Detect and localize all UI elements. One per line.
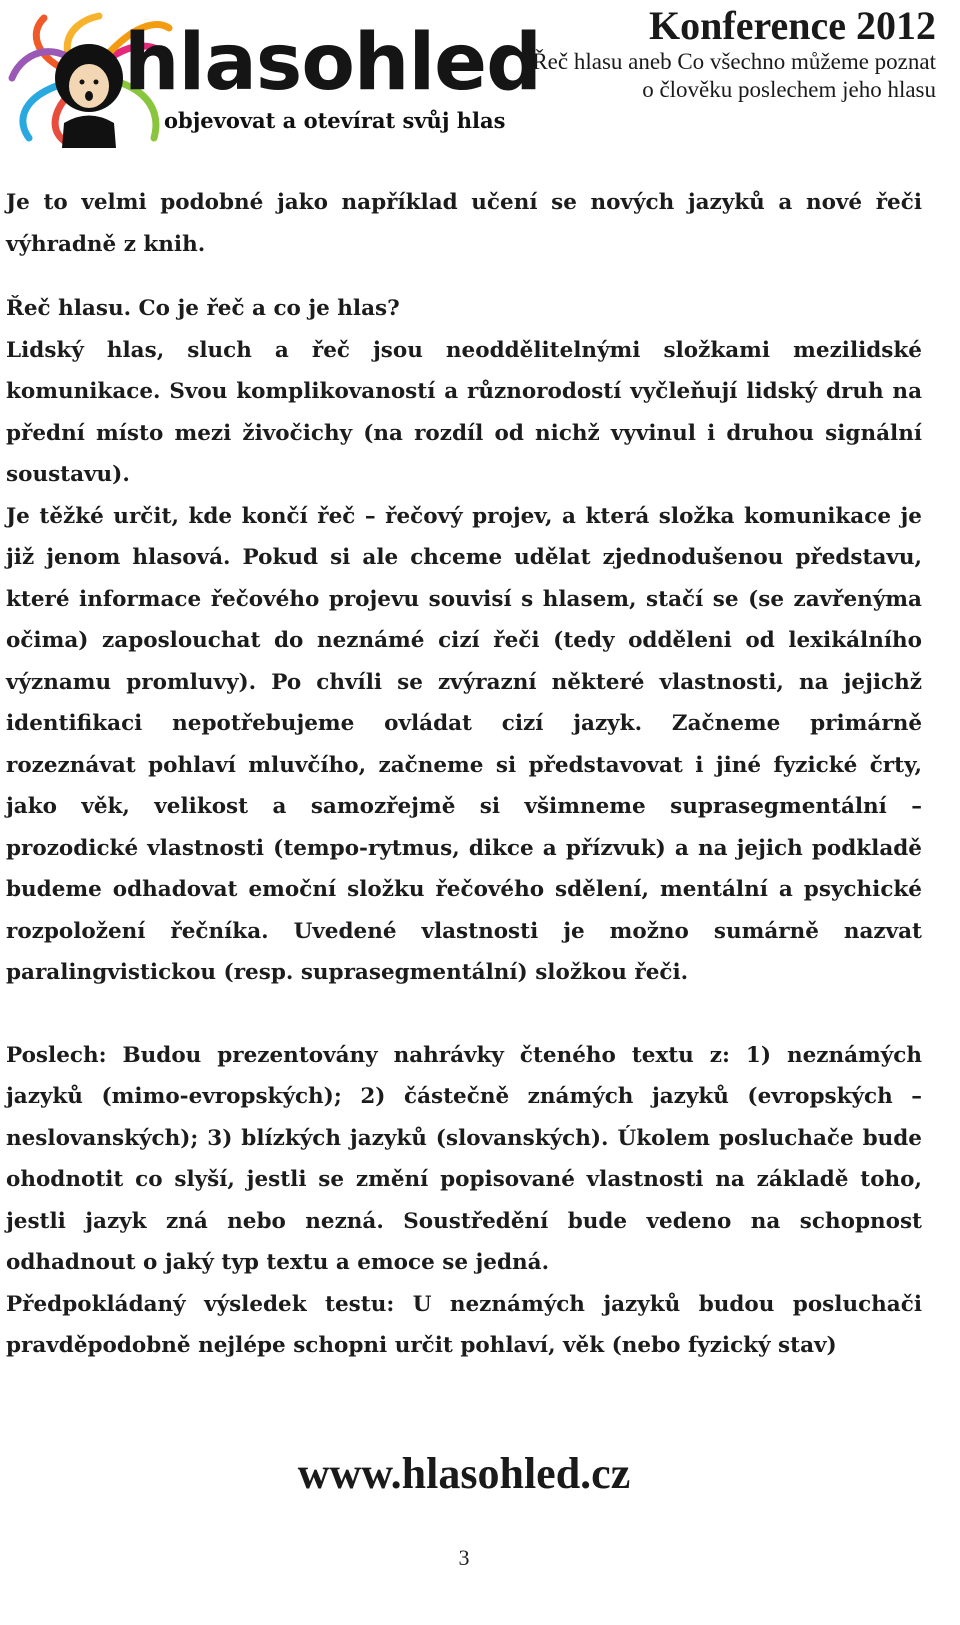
logo-tagline: objevovat a otevírat svůj hlas: [164, 108, 506, 133]
document-body: [6, 182, 922, 1367]
page-header: [0, 0, 960, 160]
paragraph-voice: Lidský hlas, sluch a řeč jsou neoddělitelnými složkami mezilidské komunikace. Svou komplikovaností a různorodostí vyčleňují lidský druh na přední místo mezi živočichy (na rozdíl od nichž vyvinul i druhou signální soustavu).: [6, 337, 922, 487]
paragraph-intro: Je to velmi podobné jako například učení se nových jazyků a nové řeči výhradně z knih.: [6, 190, 922, 257]
paragraph-expected-result: Předpokládaný výsledek testu: U neznámých jazyků budou posluchači pravděpodobně nejlépe schopni určit pohlaví, věk (nebo fyzický stav): [6, 1291, 922, 1358]
conference-info: [516, 4, 936, 104]
website-url: www.hlasohled.cz: [297, 1449, 631, 1498]
paragraph-listening: Poslech: Budou prezentovány nahrávky čteného textu z: 1) neznámých jazyků (mimo-evropských); 2) částečně známých jazyků (evropských – neslovanských); 3) blízkých jazyků (slovanských). Úkolem posluchače bude ohodnotit co slyší, jestli se změní popisované vlastnosti na základě toho, jestli jazyk zná nebo nezná. Soustředění bude vedeno na schopnost odhadnout o jaký typ textu a emoce se jedná.: [6, 1042, 922, 1275]
section-heading: Řeč hlasu. Co je řeč a co je hlas?: [6, 296, 400, 321]
page-number: 3: [458, 1545, 470, 1570]
conference-subtitle: Řeč hlasu aneb Co všechno můžeme poznat o člověku poslechem jeho hlasu: [532, 49, 936, 102]
hlasohled-logo: [4, 8, 541, 148]
conference-title: Konference 2012: [649, 3, 936, 48]
logo-wordmark: hlasohled: [124, 18, 541, 108]
paragraph-speech: Je těžké určit, kde končí řeč – řečový projev, a která složka komunikace je již jenom hlasová. Pokud si ale chceme udělat zjednodušenou představu, které informace řečového projevu souvisí s hlasem, stačí se (se zavřenýma očima) zaposlouchat do neznámé cizí řeči (tedy odděleni od lexikálního významu promluvy). Po chvíli se zvýrazní některé vlastnosti, na jejichž identifikaci nepotřebujeme ovládat cizí jazyk. Začneme primárně rozeznávat pohlaví mluvčího, začneme si představovat i jiné fyzické črty, jako věk, velikost a samozřejmě si všimneme suprasegmentální – prozodické vlastnosti (tempo-rytmus, dikce a přízvuk) a na jejich podkladě budeme odhadovat emoční složku řečového sdělení, mentální a psychické rozpoložení řečníka. Uvedené vlastnosti je možno sumárně nazvat paralingvistickou (resp. suprasegmentální) složkou řeči.: [6, 503, 922, 985]
